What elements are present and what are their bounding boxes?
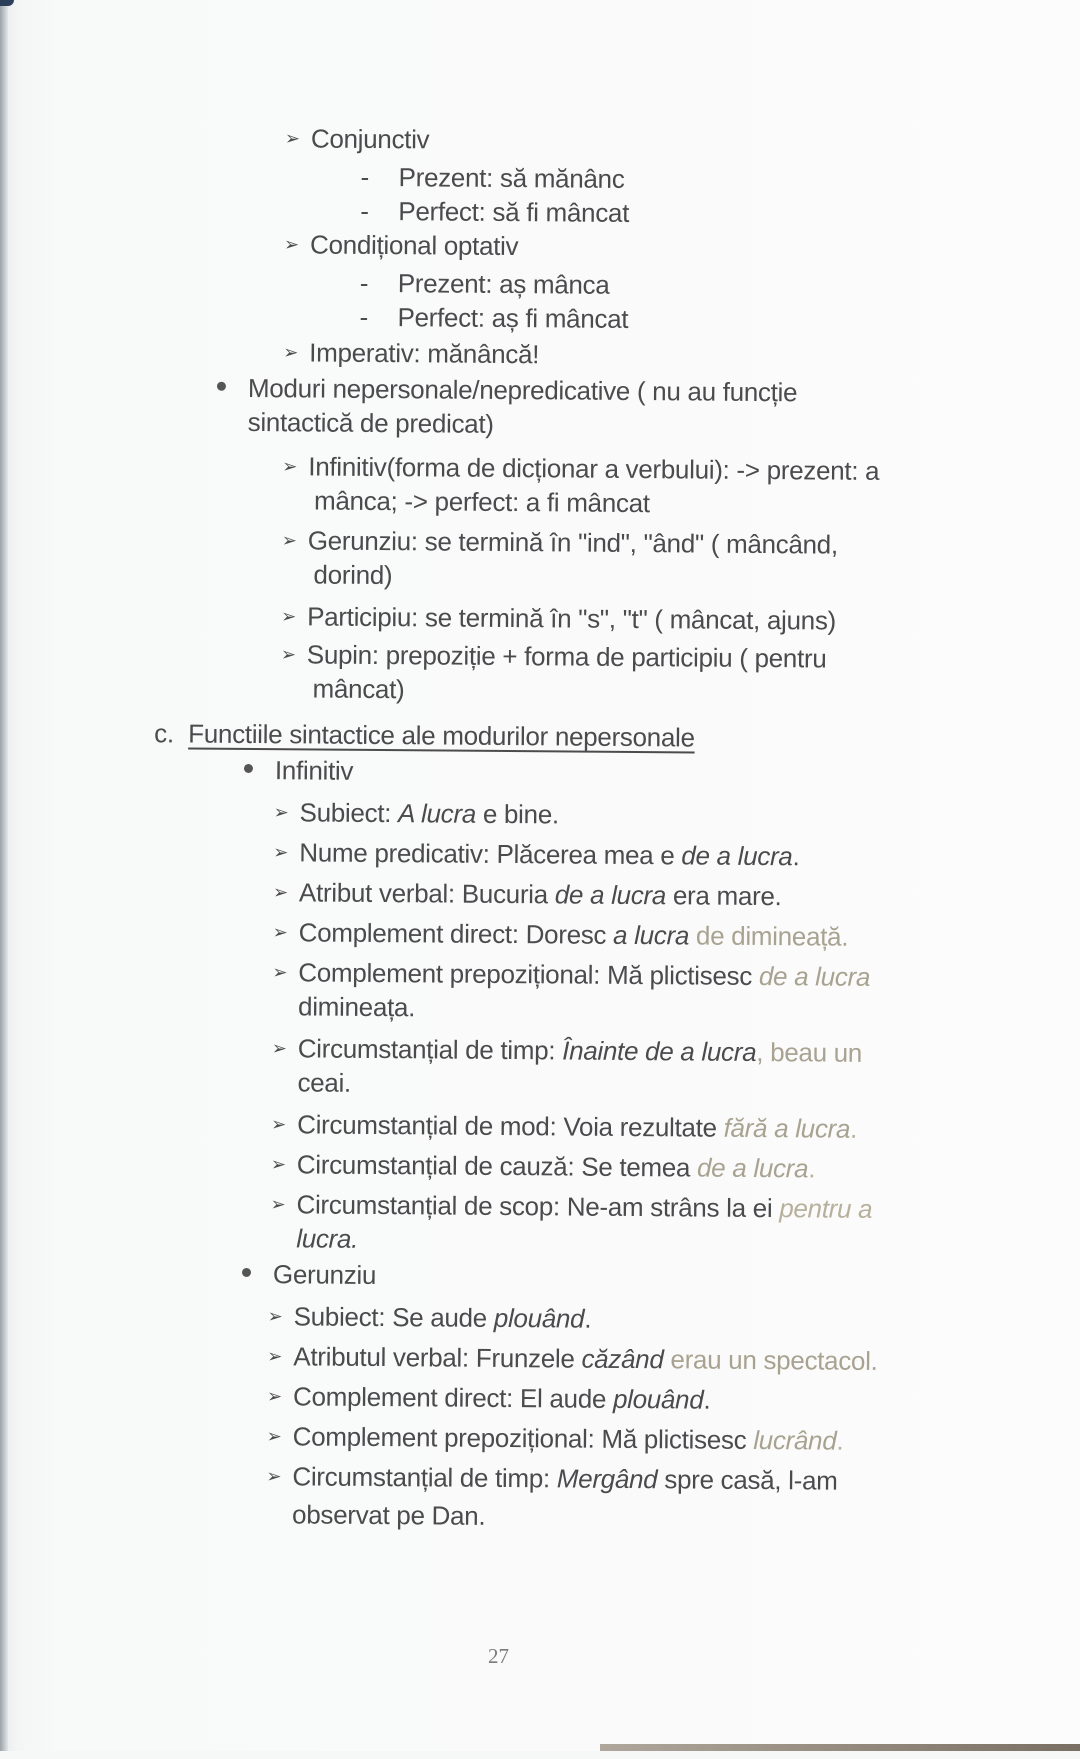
example-italic: fără a lucra (723, 1112, 851, 1144)
infinitiv-circumstantial-timp-cont (297, 1066, 351, 1098)
example-cont: ceai. (297, 1067, 352, 1098)
example-pre: Doresc (525, 919, 614, 950)
example-italic: Mergând (556, 1463, 658, 1495)
infinitiv-circumstantial-cauza (271, 1148, 816, 1184)
sub-item-conditional-perfect (359, 301, 628, 335)
example-rest: de dimineață. (688, 920, 849, 952)
example-italic: plouând (493, 1302, 585, 1334)
item-value: mănâncă! (427, 338, 540, 370)
function-label: Circumstanțial de mod: (297, 1109, 557, 1142)
list-item-infinitiv-def-cont (314, 484, 650, 519)
example-italic: de a lucra (681, 840, 793, 872)
function-label: Complement direct: (292, 1381, 514, 1414)
example-pre: Se aude (392, 1302, 494, 1333)
example-rest: , beau un (756, 1036, 863, 1068)
list-item-gerunziu (242, 1258, 376, 1291)
example-rest: . (808, 1153, 816, 1184)
function-label: Subiect: (293, 1301, 386, 1333)
arrow-bullet-icon: ➢ (273, 802, 289, 823)
example-italic: de a lucra (696, 1152, 809, 1184)
example-pre: Bucuria (461, 878, 555, 910)
item-text: Participiu: se termină în "s", "t" ( mâncat, ajuns) (307, 601, 837, 636)
example-pre: Voia rezultate (563, 1111, 724, 1143)
list-item-participiu-def (281, 600, 836, 636)
example-italic: de a lucra (554, 879, 667, 911)
item-text-cont: dorind) (313, 559, 393, 591)
function-label: Atribut verbal: (298, 877, 456, 909)
arrow-bullet-icon: ➢ (267, 1346, 283, 1367)
list-item-infinitiv (244, 754, 353, 787)
example-pre: Mă plictisesc (606, 959, 760, 991)
example-pre: Ne-am strâns la ei (566, 1191, 780, 1224)
sub-item-conjunctiv-perfect (360, 195, 629, 229)
list-item-imperativ (283, 336, 539, 370)
list-item-conditional (284, 228, 518, 262)
arrow-bullet-icon: ➢ (284, 234, 299, 255)
function-label: Circumstanțial de timp: (292, 1461, 551, 1494)
item-text: Infinitiv(forma de dicționar a verbului): -> prezent: a (308, 451, 880, 486)
arrow-bullet-icon: ➢ (273, 842, 289, 863)
arrow-bullet-icon: ➢ (284, 128, 300, 149)
gerunziu-circumstantial-timp (266, 1460, 837, 1496)
example-rest: . (584, 1303, 592, 1334)
sub-item-conjunctiv-prezent (360, 161, 624, 195)
item-text-cont: mânca; -> perfect: a fi mâncat (313, 485, 650, 519)
example-italic: lucrând (753, 1424, 837, 1456)
function-label: Circumstanțial de scop: (296, 1189, 560, 1222)
arrow-bullet-icon: ➢ (283, 342, 299, 363)
example-rest: . (836, 1425, 844, 1456)
arrow-bullet-icon: ➢ (272, 962, 288, 983)
list-item-gerunziu-def (282, 524, 838, 560)
item-text: Supin: prepoziție + forma de participiu ( pentru (306, 639, 827, 674)
heading-text: Moduri nepersonale/nepredicative ( nu au funcție (247, 372, 798, 408)
infinitiv-subiect (274, 796, 559, 830)
arrow-bullet-icon: ➢ (270, 1194, 286, 1215)
example-rest: e bine. (475, 798, 559, 830)
arrow-bullet-icon: ➢ (272, 882, 288, 903)
infinitiv-circumstantial-scop (270, 1188, 872, 1225)
list-item-infinitiv-def (282, 450, 879, 487)
example-rest: era mare. (665, 880, 782, 912)
example-pre: El aude (519, 1383, 614, 1414)
arrow-bullet-icon: ➢ (271, 1114, 287, 1135)
example-italic: Înainte de a lucra (562, 1035, 757, 1067)
function-label: Complement prepozițional: (292, 1421, 595, 1454)
list-item-conjunctiv (285, 122, 430, 155)
example-rest: . (792, 841, 800, 872)
item-title: Condițional optativ (309, 229, 519, 262)
infinitiv-nume-predicativ (273, 836, 799, 872)
item-text: Gerunziu: se termină în "ind", "ând" ( mâncând, (307, 525, 838, 560)
item-value: aș fi mâncat (491, 302, 629, 334)
gerunziu-atribut-verbal (267, 1340, 877, 1377)
example-italic-a: a (613, 919, 635, 951)
example-rest: spre casă, l-am (657, 1464, 838, 1496)
example-italic: plouând (612, 1383, 704, 1415)
round-bullet-icon (217, 382, 226, 391)
example-italic: A lucra (397, 798, 477, 829)
arrow-bullet-icon: ➢ (271, 1038, 287, 1059)
list-item-supin-def (281, 638, 827, 674)
function-label: Circumstanțial de timp: (297, 1033, 556, 1066)
gerunziu-circumstantial-timp-cont (292, 1498, 485, 1532)
function-label: Nume predicativ: (299, 837, 490, 869)
list-item-moduri-nepersonale (217, 372, 798, 409)
item-value: aș mânca (499, 268, 610, 300)
dash-bullet-icon: - (360, 195, 369, 226)
example-rest: . (850, 1113, 858, 1144)
function-label: Complement direct: (298, 917, 519, 950)
sub-item-conditional-prezent (360, 267, 610, 301)
dash-bullet-icon: - (359, 301, 368, 332)
list-item-supin-def-cont (312, 672, 404, 705)
dash-bullet-icon: - (360, 161, 370, 192)
function-label: Atributul verbal: (293, 1341, 470, 1373)
arrow-bullet-icon: ➢ (272, 922, 288, 943)
item-label: Prezent: (397, 268, 493, 299)
item-label: Perfect: (398, 196, 486, 227)
arrow-bullet-icon: ➢ (266, 1426, 282, 1447)
function-label: Subiect: (299, 797, 392, 829)
item-label: Prezent: (398, 162, 494, 193)
list-item-gerunziu-def-cont (313, 558, 392, 591)
arrow-bullet-icon: ➢ (266, 1466, 282, 1487)
item-text-cont: mâncat) (312, 673, 405, 705)
infinitiv-circumstantial-scop-cont (296, 1222, 358, 1254)
item-value: să mănânc (499, 162, 625, 194)
arrow-bullet-icon: ➢ (266, 1386, 282, 1407)
item-label: Perfect: (397, 302, 485, 333)
item-title: Gerunziu (272, 1259, 377, 1290)
heading-text-cont: sintactică de predicat) (247, 406, 494, 439)
gerunziu-subiect (268, 1300, 592, 1335)
example-pre: Se temea (581, 1151, 698, 1183)
section-title: Functiile sintactice ale modurilor nepersonale (188, 718, 695, 753)
example-cont: observat pe Dan. (291, 1499, 486, 1531)
example-pre: Plăcerea mea e (496, 838, 682, 871)
example-italic: pentru a (779, 1193, 873, 1224)
infinitiv-complement-direct (273, 916, 849, 953)
arrow-bullet-icon: ➢ (281, 606, 297, 627)
gerunziu-complement-prepozitional (267, 1420, 844, 1457)
function-label: Circumstanțial de cauză: (296, 1149, 575, 1182)
infinitiv-complement-prepozitional-cont (298, 990, 415, 1023)
infinitiv-circumstantial-timp (272, 1032, 863, 1069)
arrow-bullet-icon: ➢ (282, 456, 298, 477)
item-label: Imperativ: (309, 337, 421, 369)
section-letter: c. (154, 718, 174, 749)
function-label: Complement prepozițional: (298, 957, 601, 990)
gerunziu-complement-direct (267, 1380, 711, 1415)
item-title: Conjunctiv (310, 123, 430, 155)
example-cont: lucra. (296, 1223, 359, 1254)
item-title: Infinitiv (274, 755, 354, 786)
round-bullet-icon (244, 764, 253, 773)
example-italic: căzând (581, 1343, 664, 1375)
example-pre: Frunzele (475, 1342, 582, 1374)
arrow-bullet-icon: ➢ (270, 1154, 286, 1175)
example-italic: de a lucra (758, 960, 871, 992)
example-rest: . (703, 1384, 711, 1415)
infinitiv-complement-prepozitional (272, 956, 870, 993)
page-number: 27 (488, 1644, 509, 1668)
list-item-moduri-nepersonale-cont (248, 406, 494, 440)
dash-bullet-icon: - (359, 267, 369, 298)
section-heading-c (154, 717, 695, 753)
example-rest: erau un spectacol. (663, 1344, 878, 1376)
arrow-bullet-icon: ➢ (280, 644, 296, 665)
item-value: să fi mâncat (492, 196, 630, 228)
example-pre: Mă plictisesc (601, 1423, 754, 1455)
infinitiv-circumstantial-mod (271, 1108, 857, 1145)
infinitiv-atribut-verbal (273, 876, 782, 912)
round-bullet-icon (242, 1268, 251, 1277)
arrow-bullet-icon: ➢ (267, 1306, 283, 1327)
arrow-bullet-icon: ➢ (281, 530, 297, 551)
example-italic: lucra (634, 920, 690, 951)
example-cont: dimineața. (297, 991, 416, 1023)
